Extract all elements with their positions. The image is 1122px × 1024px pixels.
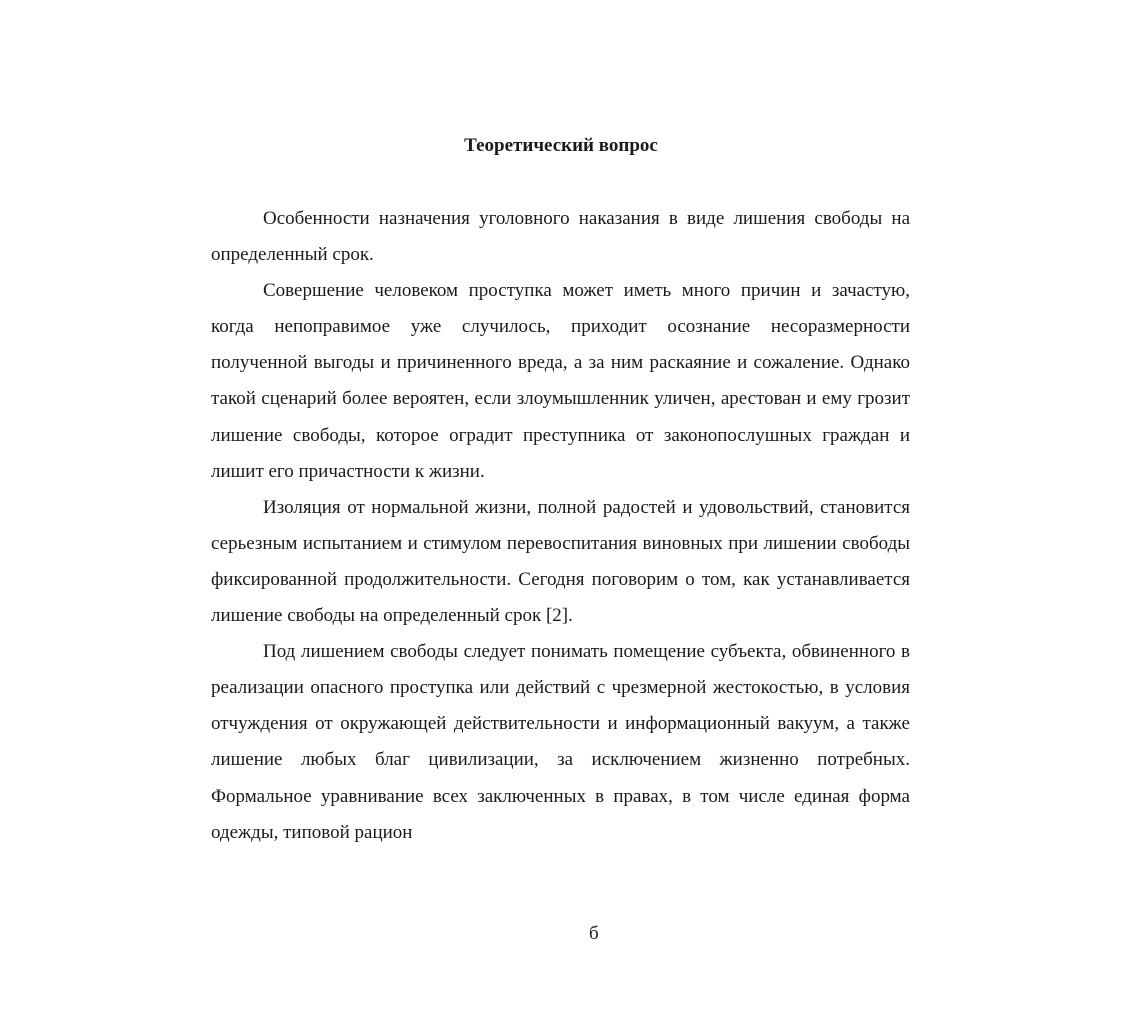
document-title: Теоретический вопрос [464, 135, 658, 156]
paragraph-2: Изоляция от нормальной жизни, полной радостей и удовольствий, становится серьезным испытанием и стимулом перевоспитания виновных при лишении свободы фиксированной продолжительности. Сегодня поговорим о том, как устанавливается лишение свободы на определенный срок [2]. [211, 496, 910, 627]
paragraph-3: Под лишением свободы следует понимать помещение субъекта, обвиненного в реализации опасного проступка или действий с чрезмерной жестокостью, в условия отчуждения от окружающей действительности и информационный вакуум, а также лишение любых благ цивилизации, за исключением жизненно потребных. Формальное уравнивание всех заключенных в правах, в том числе единая форма одежды, типовой рацион [211, 641, 910, 843]
cut-off-text-fragment: б [589, 923, 599, 944]
paragraph-topic: Особенности назначения уголовного наказания в виде лишения свободы на определенный срок. [211, 208, 910, 266]
document-body [211, 201, 910, 851]
paragraph-1: Совершение человеком проступка может иметь много причин и зачастую, когда непоправимое уже случилось, приходит осознание несоразмерности полученной выгоды и причиненного вреда, а за ним раскаяние и сожаление. Однако такой сценарий более вероятен, если злоумышленник уличен, арестован и ему грозит лишение свободы, которое оградит преступника от законопослушных граждан и лишит его причастности к жизни. [211, 280, 910, 482]
